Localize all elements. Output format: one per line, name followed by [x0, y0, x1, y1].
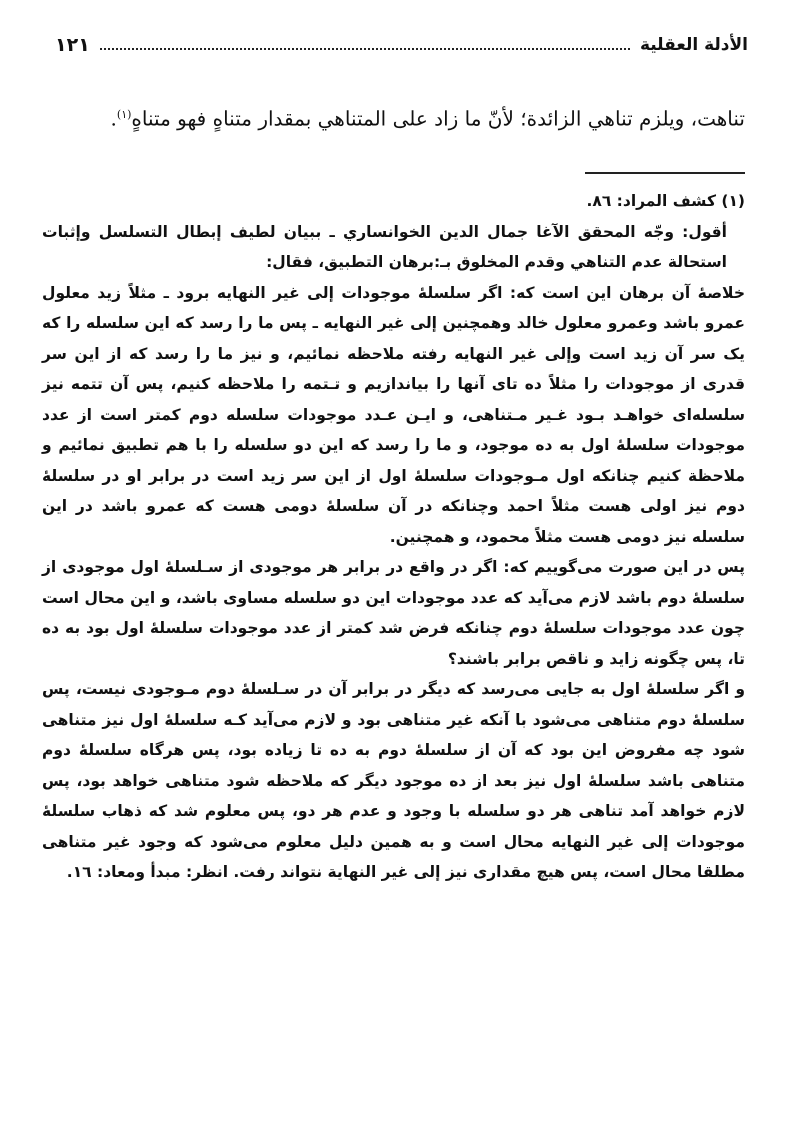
footnote-ref: (١) كشف المراد: ٨٦.	[586, 192, 745, 210]
footnote-paragraph: و اگر سلسلهٔ اول به جايى مى‌رسد كه ديگر در برابر آن در سـلسلهٔ دوم مـوجودى نيست، پس سلسلهٔ دوم متناهى مى‌شود با آنكه غير متناهى بود و لازم مى‌آيد كـه سلسلهٔ اول نيز متناهى شود چه مفروض اين بود كه آن از سلسلهٔ دوم به ده تا زياده بود، پس هرگاه سلسلهٔ دوم متناهى باشد سلسلهٔ اول نيز بعد از ده موجود ديگر كه ملاحظه شود متناهى خواهد بود، پس لازم خواهد آمد تناهى هر دو سلسله با وجود و عدم هر دو، پس معلوم شد كه ذهاب سلسلهٔ موجودات إلى غير النهايه محال است و به همين دليل معلوم مى‌شود كه وجود غير متناهى مطلقا محال است، پس هيچ مقدارى نيز إلى غير النهاية نتواند رفت. انظر: مبدأ ومعاد: ١٦.	[42, 680, 745, 881]
footnote-paragraph: پس در اين صورت مى‌گوييم كه: اگر در واقع در برابر هر موجودى از سـلسلهٔ اول موجودى از سلسلهٔ دوم باشد لازم مى‌آيد كه عدد موجودات اين دو سلسله مساوى باشد، و اين محال است چون عدد موجودات سلسلهٔ دوم چنانكه فرض شد كمتر از عدد موجودات سلسلهٔ اول بود به ده تا، پس چگونه زايد و ناقص برابر باشند؟	[42, 558, 745, 668]
footnote-marker: (١)	[116, 108, 132, 121]
header-leader-dots	[100, 48, 630, 50]
page-number: ١٢١	[55, 34, 90, 56]
chapter-title: الأدلة العقلية	[639, 35, 748, 55]
footnote-paragraph: أقول: وجّه المحقق الآغا جمال الدين الخوانساري ـ ببيان لطيف إبطال التسلسل وإثبات استحالة عدم التناهي وقدم المخلوق بـ:برهان التطبيق، فقال:	[42, 222, 727, 271]
footnotes	[42, 186, 745, 888]
main-text	[60, 100, 745, 134]
footnote-separator	[585, 172, 745, 174]
main-text-line: تناهت، ويلزم تناهي الزائدة؛ لأنّ ما زاد على المتناهي بمقدار متناهٍ فهو متناهٍ	[131, 106, 745, 131]
running-header	[55, 30, 748, 60]
footnote-paragraph: خلاصهٔ آن برهان اين است كه: اگر سلسلهٔ موجودات إلى غير النهايه برود ـ مثلاً زيد معلول عمرو باشد وعمرو معلول خالد وهمچنين إلى غير النهايه ـ پس ما را رسد كه اين سلسله را كه يک سر آن زيد است وإلى غير النهايه رفته ملاحظه نمائيم، و نيز ما را رسد كه از اين سر قدرى از موجودات را مثلاً ده تاى آنها را بياندازيم و تـتمه را ملاحظه كنيم، پس آن تتمه نيز سلسله‌اى خواهـد بـود غـير مـتناهى، و ايـن عـدد موجودات سلسله دوم كمتر است از عدد موجودات سلسلهٔ اول به ده موجود، و ما را رسد كه اين دو سلسله را با هم تطبيق نمائيم و ملاحظة كنيم چنانكه اول مـوجودات سلسلهٔ اول از اين سر زيد است در برابر او در سلسلهٔ دوم نيز اولى هست مثلاً احمد وچنانكه در آن سلسلهٔ دومى هست كه عمرو باشد در اين سلسله نيز دومى هست مثلاً محمود، و همچنين.	[42, 283, 745, 546]
main-text-end: .	[110, 106, 117, 131]
